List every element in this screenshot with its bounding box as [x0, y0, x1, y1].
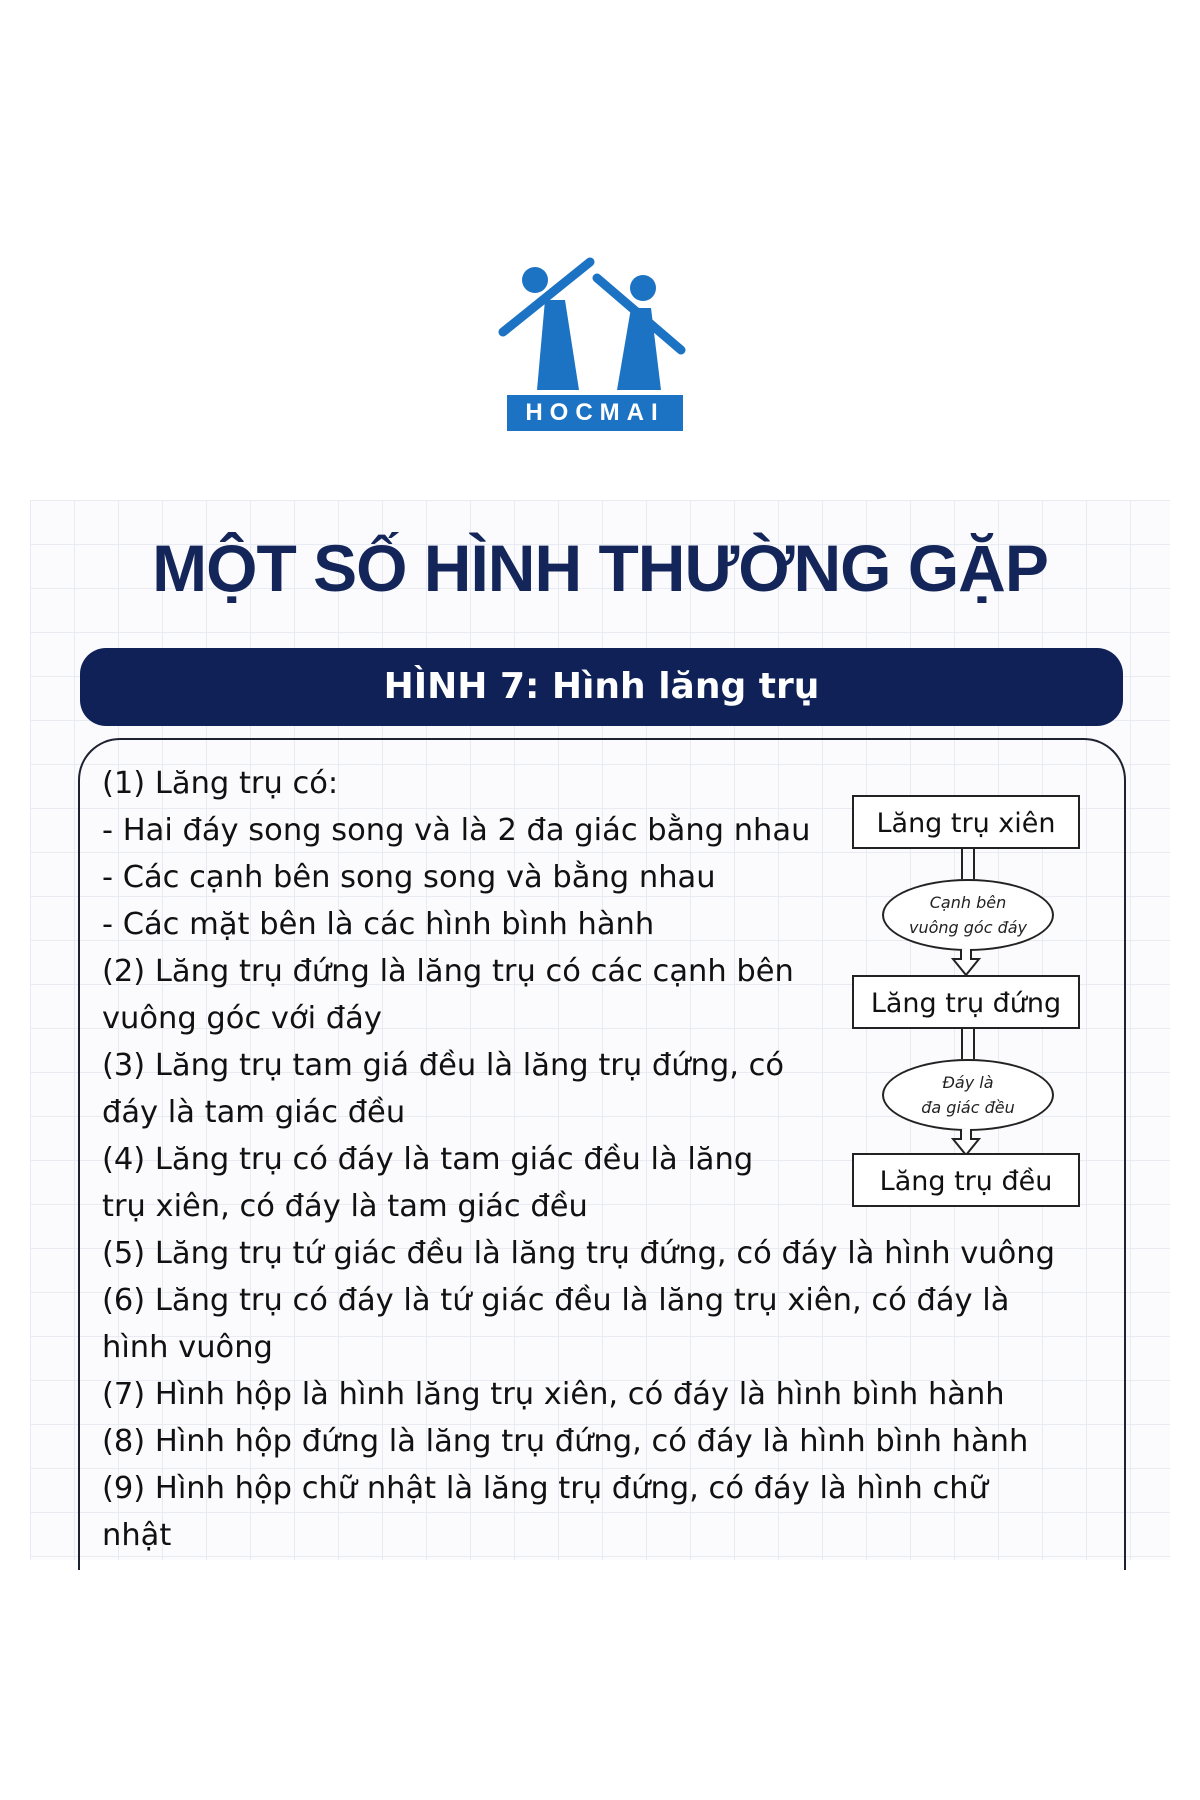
text-line: trụ xiên, có đáy là tam giác đều — [102, 1189, 588, 1224]
prism-flowchart — [850, 795, 1090, 1225]
text-line: vuông góc với đáy — [102, 1001, 382, 1036]
text-line: - Các mặt bên là các hình bình hành — [102, 907, 655, 942]
flow-condition-text: Đáy là — [942, 1073, 994, 1092]
page-title: MỘT SỐ HÌNH THƯỜNG GẶP — [152, 531, 1048, 605]
flow-connector — [961, 849, 975, 879]
section-banner: HÌNH 7: Hình lăng trụ — [80, 648, 1123, 726]
flow-condition-text: đa giác đều — [921, 1098, 1015, 1117]
text-line: (5) Lăng trụ tứ giác đều là lăng trụ đứng, có đáy là hình vuông — [102, 1236, 1055, 1271]
logo-wordmark: HOCMAI — [507, 395, 683, 431]
flow-box-oblique-prism: Lăng trụ xiên — [852, 795, 1080, 849]
text-line: (4) Lăng trụ có đáy là tam giác đều là lăng — [102, 1142, 754, 1177]
text-line: đáy là tam giác đều — [102, 1095, 406, 1130]
flow-box-regular-prism: Lăng trụ đều — [852, 1153, 1080, 1207]
text-line: (6) Lăng trụ có đáy là tứ giác đều là lăng trụ xiên, có đáy là — [102, 1283, 1010, 1318]
flow-condition-regular-base — [882, 1059, 1054, 1131]
text-line: (9) Hình hộp chữ nhật là lăng trụ đứng, có đáy là hình chữ — [102, 1471, 988, 1506]
text-line: nhật — [102, 1518, 172, 1553]
text-line: hình vuông — [102, 1330, 273, 1365]
flow-condition-text: Cạnh bên — [929, 893, 1007, 912]
text-line: - Hai đáy song song và là 2 đa giác bằng nhau — [102, 813, 811, 848]
down-arrow-icon — [950, 949, 982, 977]
text-line: (3) Lăng trụ tam giá đều là lăng trụ đứng, có — [102, 1048, 785, 1083]
people-icon — [495, 250, 695, 395]
hocmai-logo — [495, 250, 695, 435]
text-line: - Các cạnh bên song song và bằng nhau — [102, 860, 716, 895]
flow-condition-perpendicular — [882, 879, 1054, 951]
text-line: (1) Lăng trụ có: — [102, 766, 339, 801]
text-line: (2) Lăng trụ đứng là lăng trụ có các cạnh bên — [102, 954, 794, 989]
text-line: (8) Hình hộp đứng là lăng trụ đứng, có đáy là hình bình hành — [102, 1424, 1029, 1459]
text-line: (7) Hình hộp là hình lăng trụ xiên, có đáy là hình bình hành — [102, 1377, 1005, 1412]
flow-box-right-prism: Lăng trụ đứng — [852, 975, 1080, 1029]
flow-condition-text: vuông góc đáy — [908, 918, 1028, 937]
flow-connector — [961, 1029, 975, 1059]
